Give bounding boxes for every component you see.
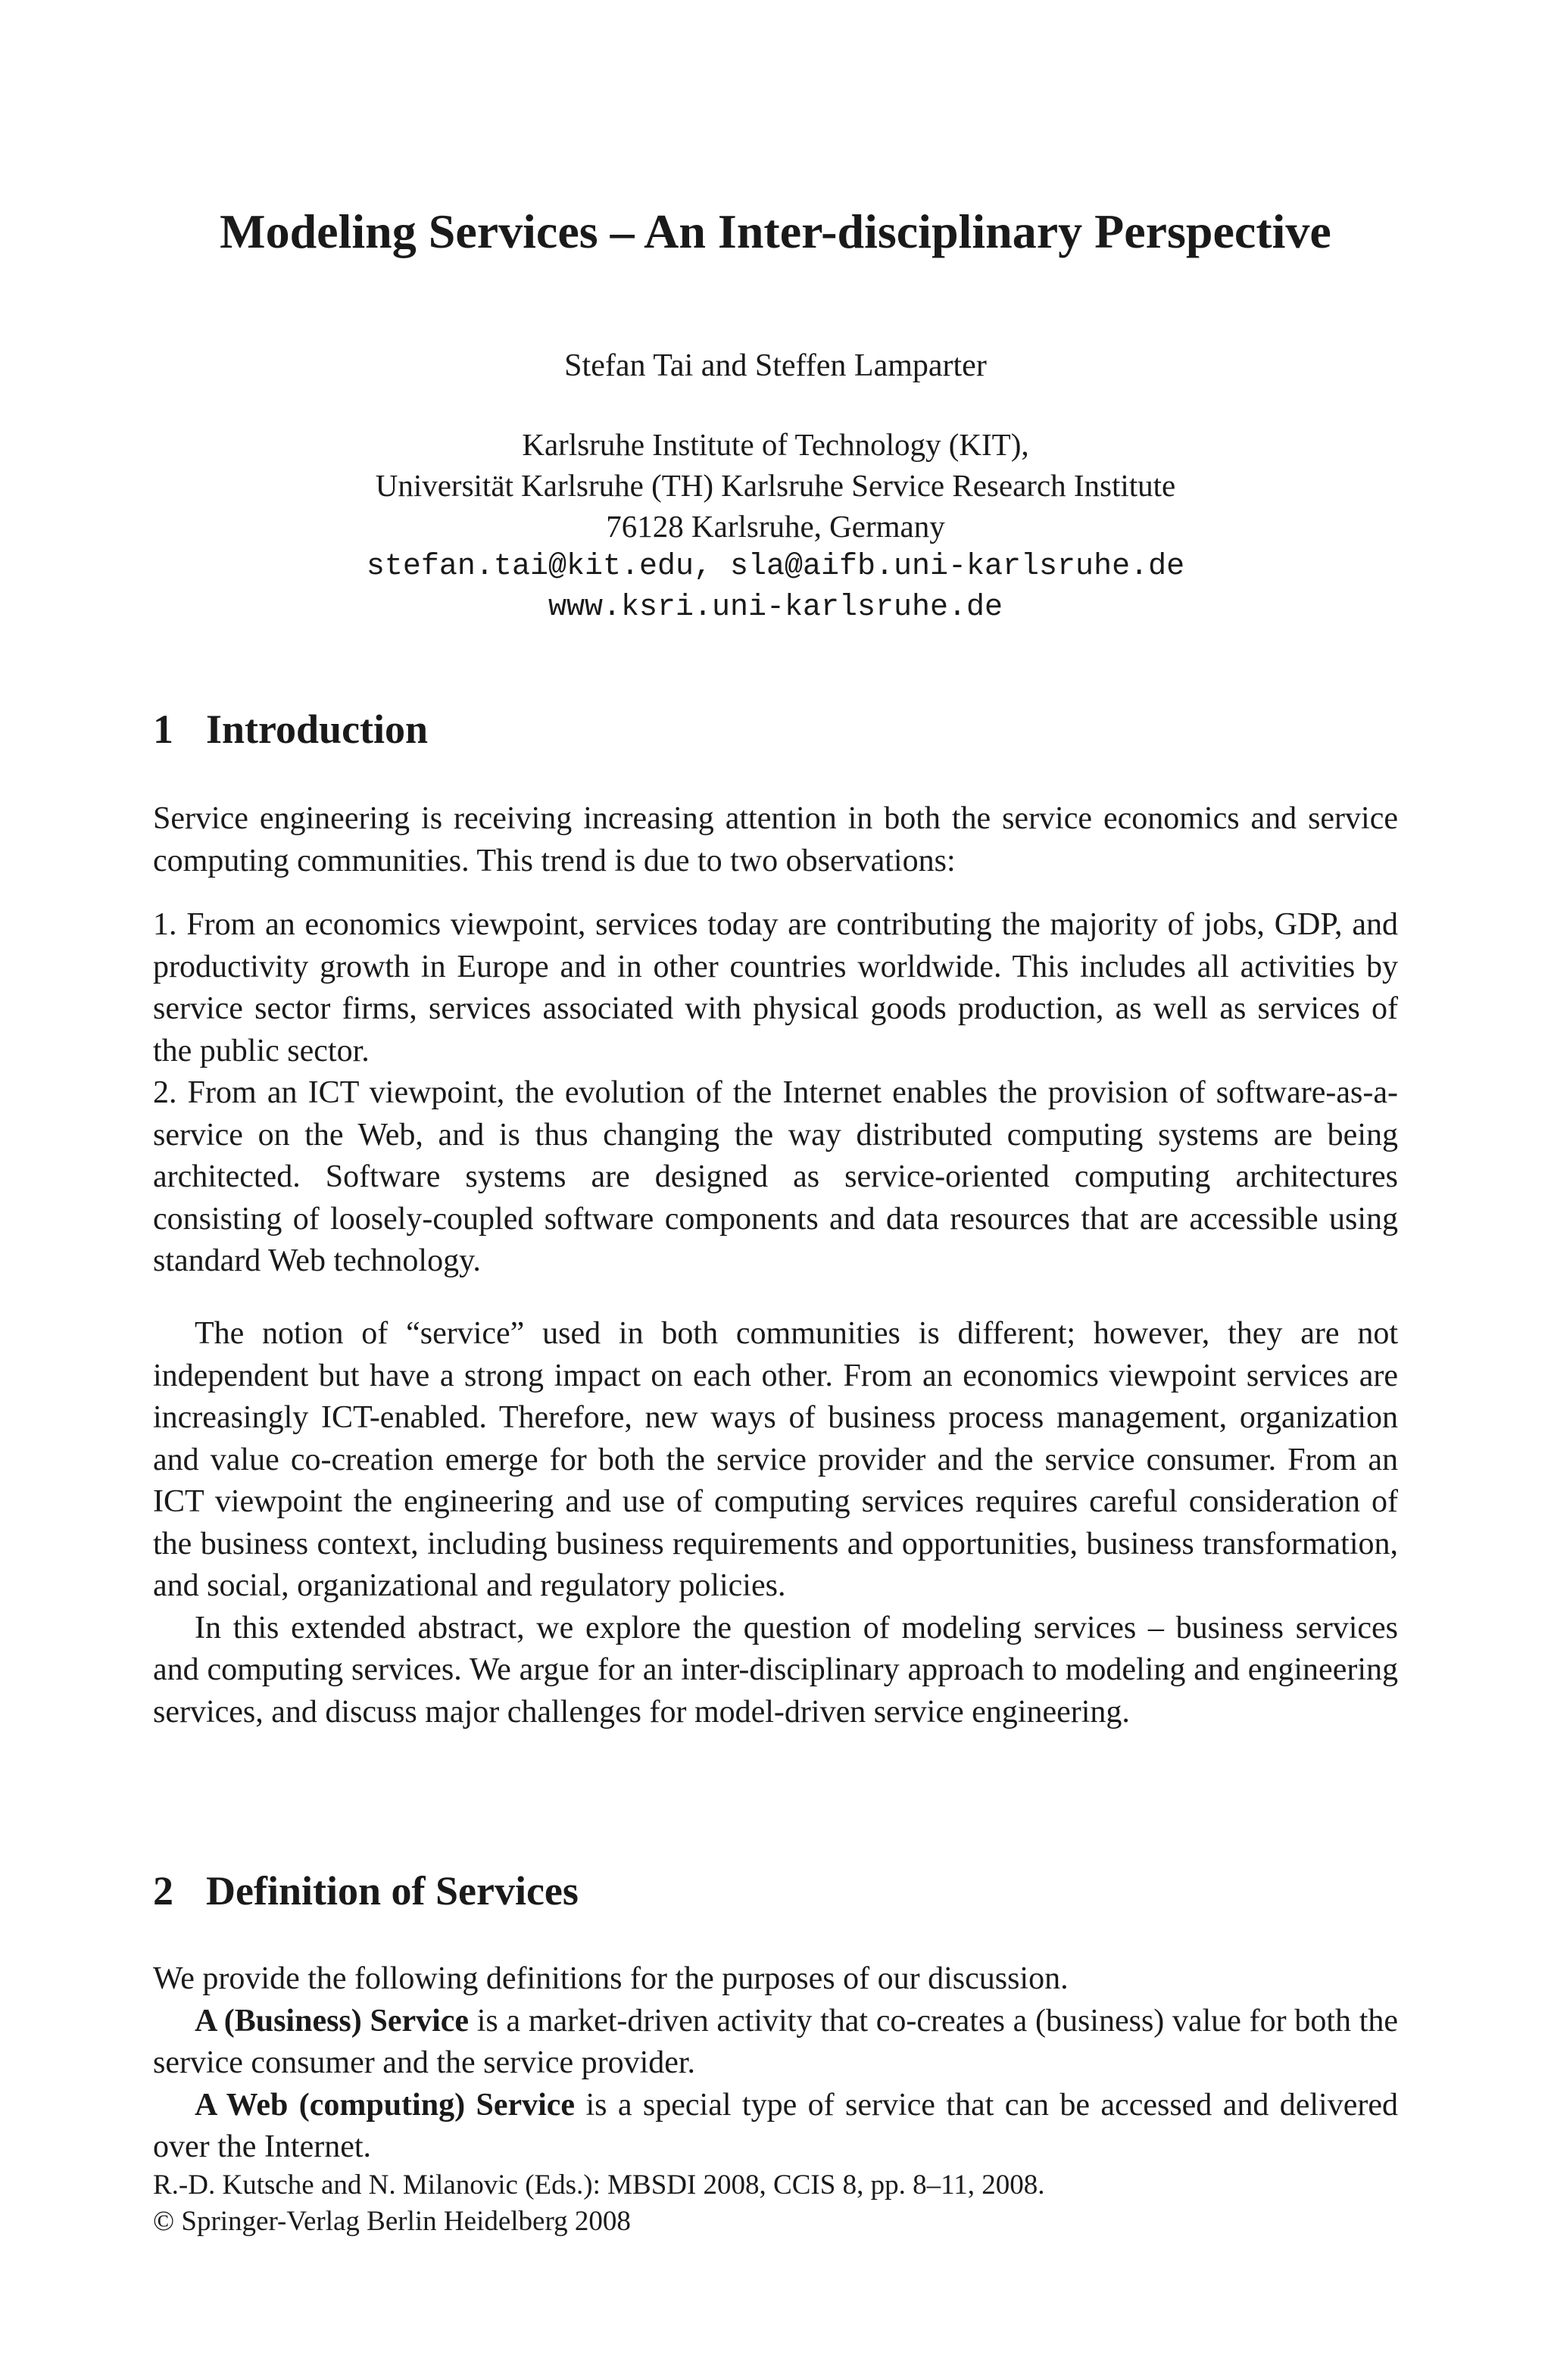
definition-web-service-text: is a special type of service that can be accessed and delivered over the Internet. [153,2087,1398,2164]
section-1-title: Introduction [206,707,429,752]
section-1-paragraph-1: Service engineering is receiving increasing attention in both the service economics and service computing communities. This trend is due to two observations: [153,801,1398,878]
section-2-body [153,1958,1398,2169]
affiliation-line-3: 76128 Karlsruhe, Germany [606,509,945,544]
observation-item-2: 2. From an ICT viewpoint, the evolution of the Internet enables the provision of software-as-a-service on the Web, and is thus changing the way distributed computing systems are being architected. Software systems are designed as service-oriented computing architectures consisting of loosely-coupled software components and data resources that are accessible using standard Web technology. [153,1075,1398,1278]
section-2-title: Definition of Services [206,1868,579,1914]
section-2-paragraph-1: We provide the following definitions for the purposes of our discussion. [153,1961,1069,1996]
section-1-observations [153,904,1398,1283]
author-emails: stefan.tai@kit.edu, sla@aifb.uni-karlsruhe.de [366,550,1185,584]
institute-website: www.ksri.uni-karlsruhe.de [548,591,1003,625]
section-1-intro [153,798,1398,882]
section-1-discussion [153,1313,1398,1733]
definition-business-service [153,2001,1398,2085]
definition-business-service-term: A (Business) Service [195,2003,470,2038]
section-1-paragraph-3: In this extended abstract, we explore the question of modeling services – business services and computing services. We argue for an inter-disciplinary approach to modeling and engineering services, and discuss major challenges for model-driven service engineering. [153,1610,1398,1730]
paper-title: Modeling Services – An Inter-disciplinary Perspective [220,204,1331,258]
section-2-heading [153,1864,579,1917]
affiliation-block [0,424,1551,629]
section-2-number: 2 [153,1868,173,1914]
section-1-paragraph-2: The notion of “service” used in both communities is different; however, they are not independent but have a strong impact on each other. From an economics viewpoint services are increasingly ICT-enabled. Therefore, new ways of business process management, organization and value co-creation emerge for both the service provider and the service consumer. From an ICT viewpoint the engineering and use of computing services requires careful consideration of the business context, including business requirements and opportunities, business transformation, and social, organizational and regulatory policies. [153,1316,1398,1603]
page-footer [153,2167,1398,2240]
definition-web-service [153,2085,1398,2169]
section-1-number: 1 [153,707,173,752]
footer-copyright: © Springer-Verlag Berlin Heidelberg 2008 [153,2206,631,2237]
definition-business-service-text: is a market-driven activity that co-creates a (business) value for both the service consumer and the service provider. [153,2003,1399,2080]
observation-item-1: 1. From an economics viewpoint, services today are contributing the majority of jobs, GDP, and productivity growth in Europe and in other countries worldwide. This includes all activities by service sector firms, services associated with physical goods production, as well as services of the public sector. [153,907,1398,1068]
footer-citation: R.-D. Kutsche and N. Milanovic (Eds.): MBSDI 2008, CCIS 8, pp. 8–11, 2008. [153,2169,1045,2201]
section-1-heading [153,703,428,756]
affiliation-line-2: Universität Karlsruhe (TH) Karlsruhe Service Research Institute [375,468,1176,503]
definition-web-service-term: A Web (computing) Service [195,2087,576,2123]
paper-authors: Stefan Tai and Steffen Lamparter [564,348,987,383]
affiliation-line-1: Karlsruhe Institute of Technology (KIT), [522,427,1029,462]
